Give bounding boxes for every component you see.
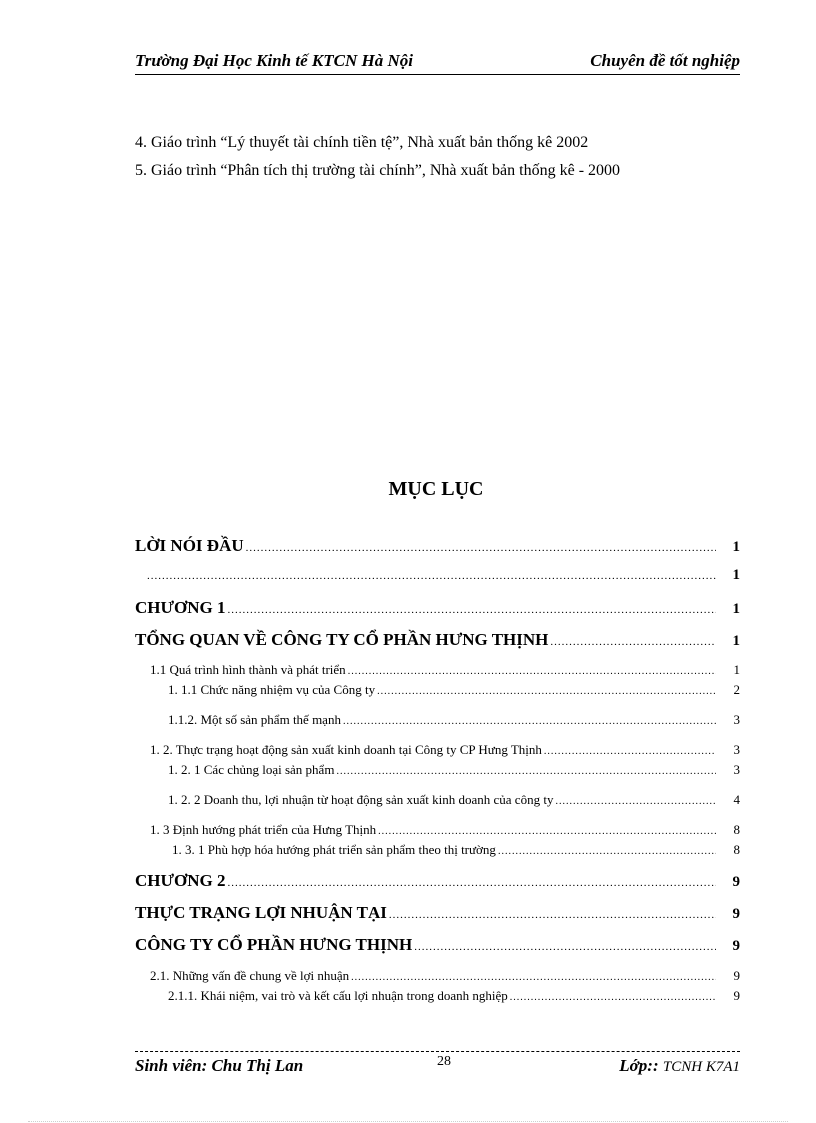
toc-entry: 1. 3 Định hướng phát triển của Hưng Thịnh ..... 8 bbox=[150, 822, 740, 838]
toc-entry: 1. 3. 1 Phù hợp hóa hướng phát triển sản phẩm theo thị trường ..... 8 bbox=[172, 842, 740, 858]
reference-item: 5. Giáo trình “Phân tích thị trường tài chính”, Nhà xuất bản thống kê - 2000 bbox=[135, 162, 621, 179]
toc-entry: 2.1. Những vấn đề chung về lợi nhuận ..... 9 bbox=[150, 968, 740, 984]
page-edge-divider bbox=[28, 1121, 788, 1122]
toc-entry: CHƯƠNG 2 ..... 9 bbox=[135, 871, 740, 891]
toc-entry: CÔNG TY CỔ PHẦN HƯNG THỊNH ..... 9 bbox=[135, 935, 740, 955]
toc-entry: 1.1.2. Một số sản phẩm thế mạnh ..... 3 bbox=[168, 712, 740, 728]
student-info: Sinh viên: Chu Thị Lan bbox=[135, 1056, 304, 1075]
toc-title: MỤC LỤC bbox=[388, 478, 484, 500]
toc-entry: 1. 2. 1 Các chủng loại sản phẩm ..... 3 bbox=[168, 762, 740, 778]
toc-entry: ..... 1 bbox=[145, 567, 740, 584]
toc-entry: 1. 2. 2 Doanh thu, lợi nhuận từ hoạt động sản xuất kinh doanh của công ty ..... 4 bbox=[168, 792, 740, 808]
toc-entry: CHƯƠNG 1 ..... 1 bbox=[135, 598, 740, 618]
page-number: 28 bbox=[437, 1054, 451, 1069]
school-name: Trường Đại Học Kinh tế KTCN Hà Nội bbox=[135, 51, 413, 70]
class-info: Lớp:: TCNH K7A1 bbox=[619, 1056, 740, 1075]
toc-entry: TỔNG QUAN VỀ CÔNG TY CỔ PHẦN HƯNG THỊNH ..... 1 bbox=[135, 630, 740, 650]
document-type: Chuyên đề tốt nghiệp bbox=[590, 51, 740, 70]
page-footer bbox=[135, 1051, 740, 1076]
toc-entry: THỰC TRẠNG LỢI NHUẬN TẠI ..... 9 bbox=[135, 903, 740, 923]
toc-entry: 1.1 Quá trình hình thành và phát triển ..... 1 bbox=[150, 662, 740, 678]
page-header bbox=[135, 48, 740, 75]
toc-entry: 2.1.1. Khái niệm, vai trò và kết cấu lợi nhuận trong doanh nghiệp ..... 9 bbox=[168, 988, 740, 1004]
toc-entry: 1. 1.1 Chức năng nhiệm vụ của Công ty ..... 2 bbox=[168, 682, 740, 698]
reference-item: 4. Giáo trình “Lý thuyết tài chính tiền tệ”, Nhà xuất bản thống kê 2002 bbox=[135, 134, 589, 151]
toc-entry: LỜI NÓI ĐẦU ..... 1 bbox=[135, 536, 740, 556]
toc-entry: 1. 2. Thực trạng hoạt động sản xuất kinh doanh tại Công ty CP Hưng Thịnh ..... 3 bbox=[150, 742, 740, 758]
